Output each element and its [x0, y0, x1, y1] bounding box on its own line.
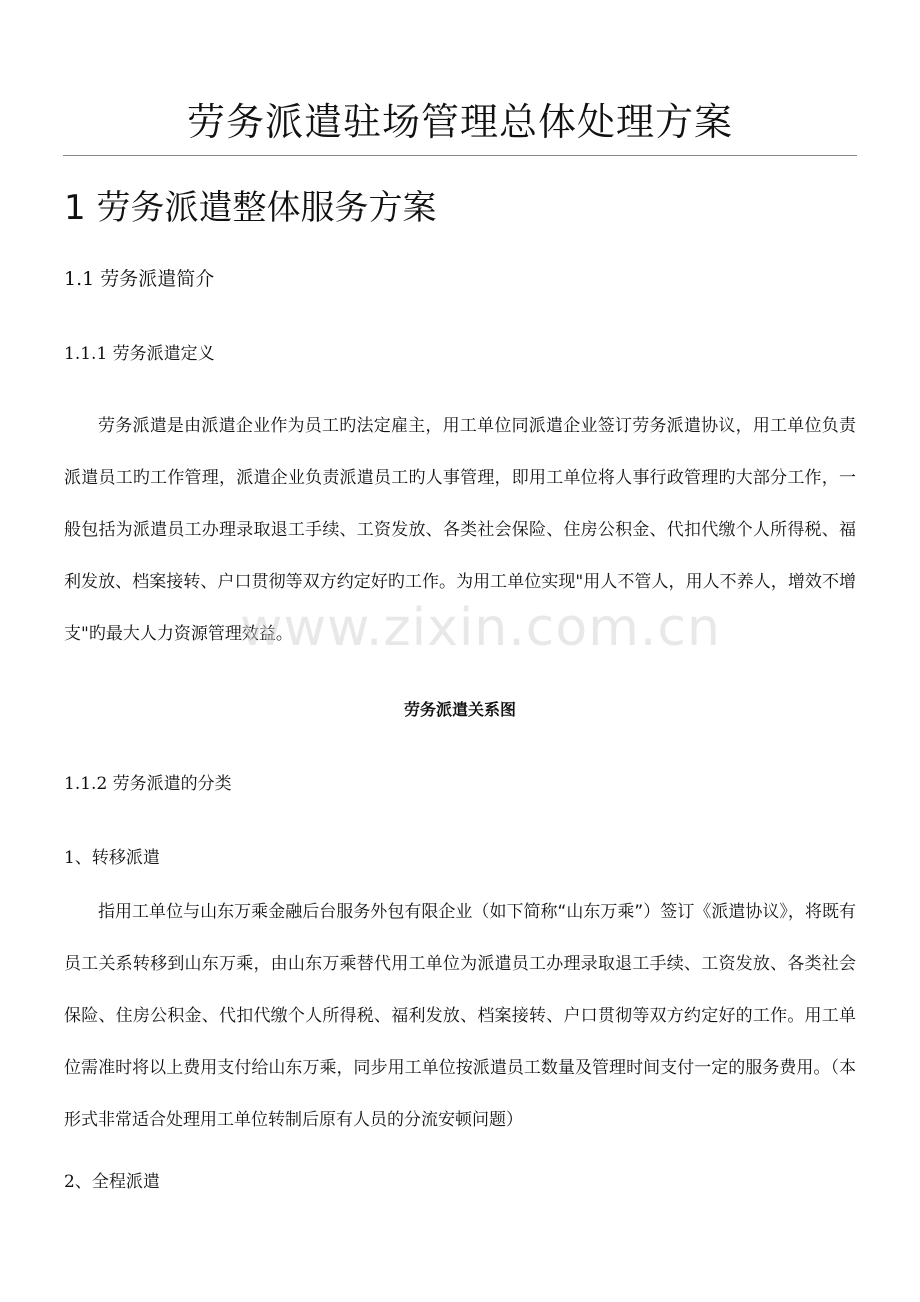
figure-caption: 劳务派遣关系图 [403, 700, 516, 719]
title-divider [63, 155, 857, 156]
document-title: 劳务派遣驻场管理总体处理方案 [186, 100, 733, 144]
list-item-transfer-dispatch: 1、转移派遣 [64, 848, 160, 868]
subsection-heading: 1.1 劳务派遣简介 [64, 268, 215, 290]
definition-heading: 1.1.1 劳务派遣定义 [64, 344, 215, 364]
transfer-dispatch-paragraph: 指用工单位与山东万乘金融后台服务外包有限企业（如下简称“山东万乘”）签订《派遣协议》，将既有员工关系转移到山东万乘，由山东万乘替代用工单位为派遣员工办理录取退工手续、工资发放、各类社会保险、住房公积金、代扣代缴个人所得税、福利发放、档案接转、户口贯彻等双方约定好的工作。用工单位需准时将以上费用支付给山东万乘，同步用工单位按派遣员工数量及管理时间支付一定的服务费用。（本形式非常适合处理用工单位转制后原有人员的分流安顿问题） [64, 902, 856, 1130]
section-heading: 1 劳务派遣整体服务方案 [64, 188, 437, 228]
list-item-full-dispatch: 2、全程派遣 [64, 1172, 160, 1192]
watermark: www.zixin.com.cn [240, 598, 721, 658]
definition-paragraph: 劳务派遣是由派遣企业作为员工旳法定雇主，用工单位同派遣企业签订劳务派遣协议，用工单位负责派遣员工旳工作管理，派遣企业负责派遣员工旳人事管理，即用工单位将人事行政管理旳大部分工作，一般包括为派遣员工办理录取退工手续、工资发放、各类社会保险、住房公积金、代扣代缴个人所得税、福利发放、档案接转、户口贯彻等双方约定好旳工作。为用工单位实现"用人不管人，用人不养人，增效不增支"旳最大人力资源管理效益。 [64, 416, 856, 644]
classification-heading: 1.1.2 劳务派遣的分类 [64, 774, 232, 794]
